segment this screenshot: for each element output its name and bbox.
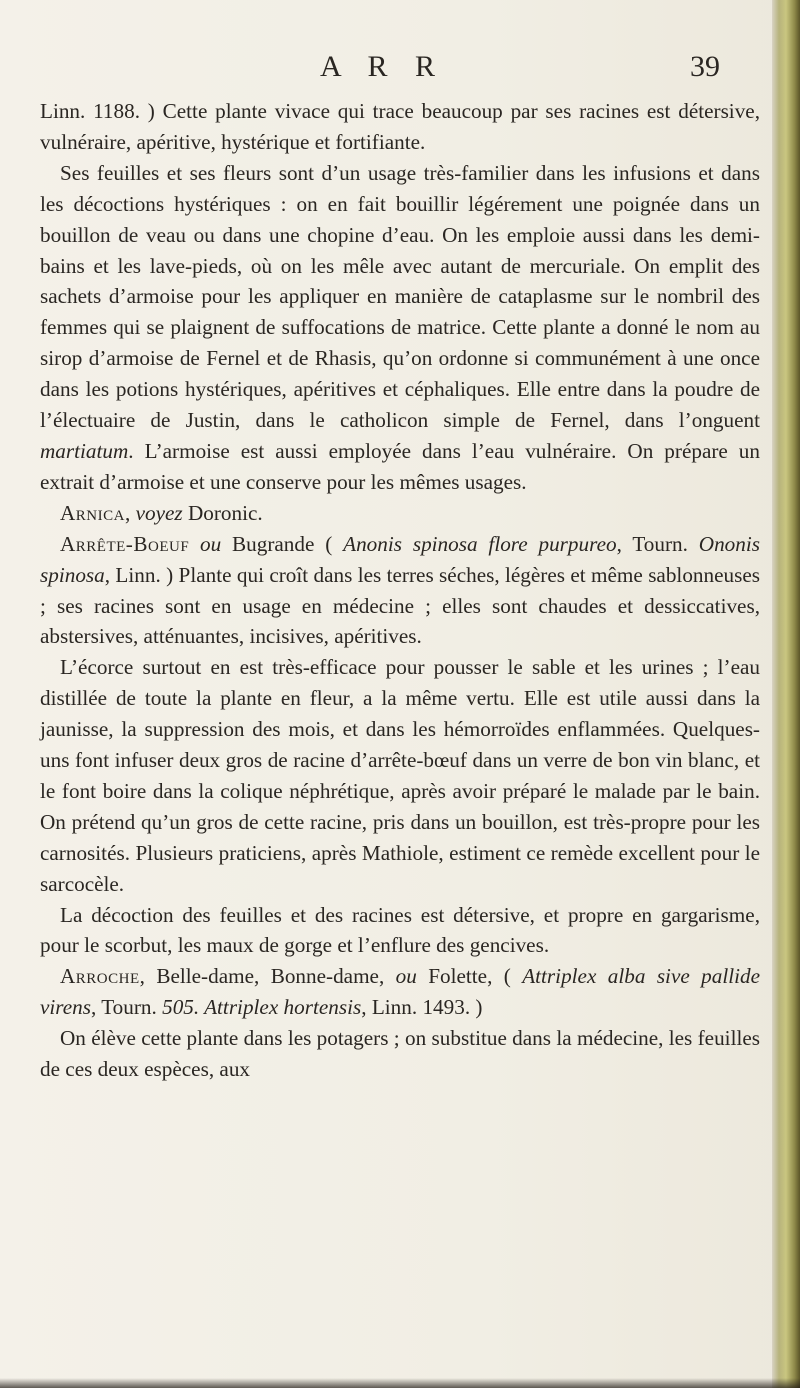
text-run: , [124, 500, 136, 525]
italic-ou: ou [395, 964, 417, 989]
text-run: , Linn. ) Plante qui croît dans les terres séches, légères et même sablonneuses ; ses racines sont en usage en médecine ; elles sont chaudes et dessiccatives, abstersives, atténuantes, incisives, apéritives. [40, 562, 760, 649]
entry-headword: Arroche [60, 964, 140, 989]
paragraph-ecorce: L’écorce surtout en est très-efficace pour pousser le sable et les urines ; l’eau distillée de toute la plante en fleur, a la même vertu. Elle est utile aussi dans la jaunisse, la suppression des mois, et dans les hémorroïdes enflammées. Quelques-uns font infuser deux gros de racine d’arrête-bœuf dans un verre de bon vin blanc, et le font boire dans la colique néphrétique, après avoir préparé le malade par le bain. On prétend qu’un gros de cette racine, pris dans un bouillon, est très-propre pour les carnosités. Plusieurs praticiens, après Mathiole, estiment ce remède excellent pour le sarcocèle. [40, 655, 760, 896]
running-title: A R R [320, 50, 446, 83]
cross-reference: voyez [135, 500, 183, 525]
page-bottom-shadow [0, 1378, 800, 1388]
text-run: , Tourn. [616, 531, 699, 556]
paragraph-armoise-uses [40, 158, 760, 498]
page-number: 39 [690, 50, 720, 83]
paragraph-decoction: La décoction des feuilles et des racines est détersive, et propre en gargarisme, pour le scorbut, les maux de gorge et l’enflure des gencives. [40, 902, 760, 958]
running-header [0, 50, 800, 100]
body-text [40, 96, 760, 1085]
latin-name: Anonis spinosa flore purpureo [343, 531, 617, 556]
book-binding-edge [772, 0, 800, 1388]
entry-headword: Arnica [60, 500, 125, 525]
entry-arroche [40, 961, 760, 1023]
text-run: , Belle-dame, Bonne-dame, [139, 964, 396, 989]
entry-arrete-boeuf [40, 529, 760, 653]
text-run: Doronic. [182, 500, 263, 525]
text-run: Ses feuilles et ses fleurs sont d’un usage très-familier dans les infusions et dans les décoctions hystériques : on en fait bouillir légérement une poignée dans un bouillon de veau ou dans une chopine d’eau. On les emploie aussi dans les demi-bains et les lave-pieds, où on les mêle avec autant de mercuriale. On emplit des sachets d’armoise pour les appliquer en manière de cataplasme sur le nombril des femmes qui se plaignent de suffocations de matrice. Cette plante a donné le nom au sirop d’armoise de Fernel et de Rhasis, qu’on ordonne si communément à une once dans les potions hystériques, apéritives et céphaliques. Elle entre dans la poudre de l’électuaire de Justin, dans le catholicon simple de Fernel, dans l’onguent [40, 160, 760, 433]
latin-name: Ononis spinosa [40, 531, 760, 587]
italic-ou: ou [200, 531, 222, 556]
text-run: Bugrande ( [221, 531, 344, 556]
text-run [189, 532, 200, 556]
text-run: , Tourn. [91, 995, 163, 1020]
entry-headword: Arrête-Boeuf [60, 531, 190, 556]
text-run: , Linn. 1493. ) [361, 995, 483, 1020]
text-run: . L’armoise est aussi employée dans l’eau vulnéraire. On prépare un extrait d’armoise et une conserve pour les mêmes usages. [40, 438, 760, 494]
entry-arnica [40, 498, 760, 529]
paragraph-continuation: Linn. 1188. ) Cette plante vivace qui trace beaucoup par ses racines est détersive, vulnéraire, apéritive, hystérique et fortifiante. [40, 99, 760, 154]
latin-name: 505. Attriplex hortensis [162, 995, 362, 1020]
italic-term: martiatum [40, 438, 129, 463]
paragraph-potagers: On élève cette plante dans les potagers ; on substitue dans la médecine, les feuilles de ces deux espèces, aux [40, 1026, 760, 1082]
latin-name: Attriplex alba sive pallide virens [40, 964, 760, 1020]
text-run: Folette, ( [416, 964, 523, 989]
